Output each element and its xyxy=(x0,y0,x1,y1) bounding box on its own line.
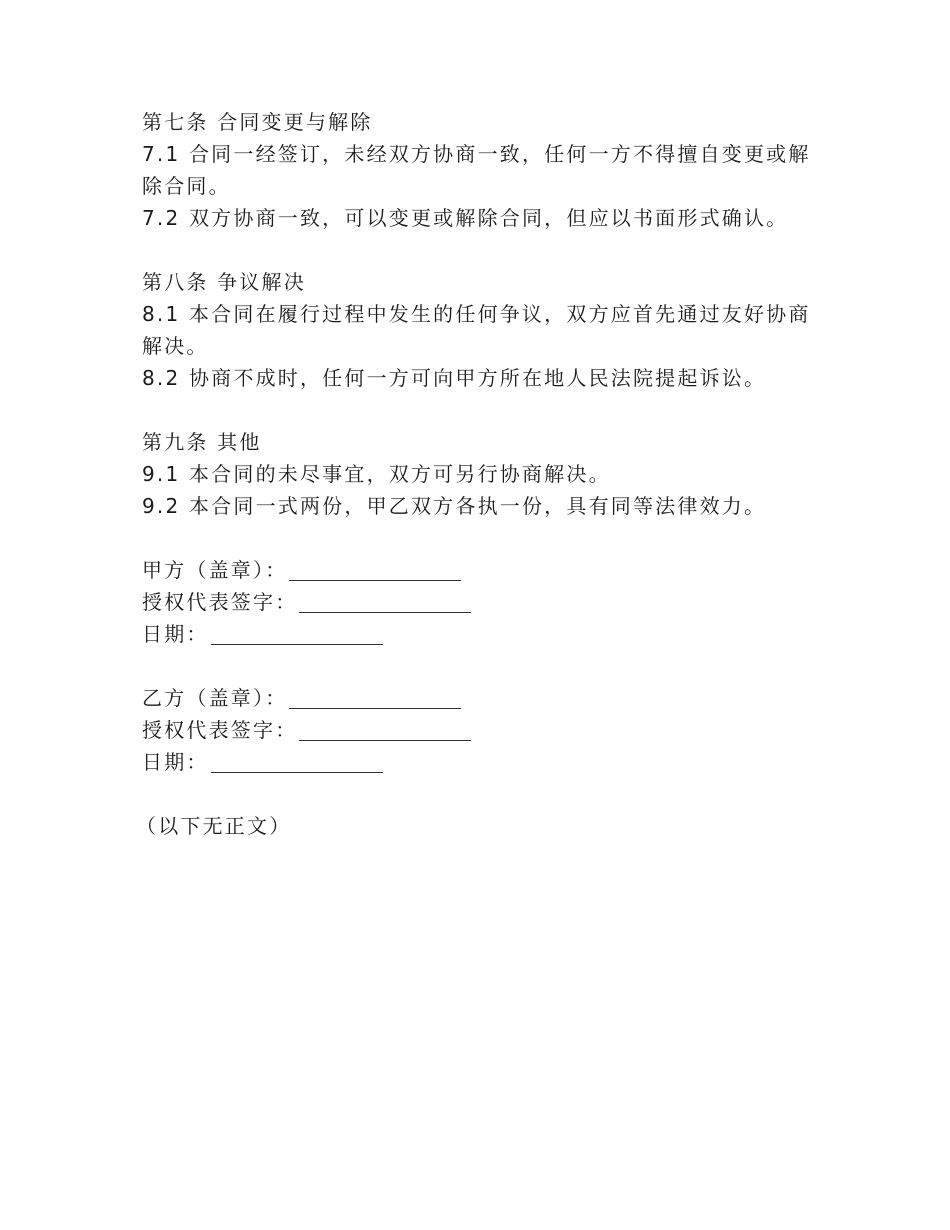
party-b-signature-blank[interactable] xyxy=(299,720,471,741)
clause-8-2: 8.2 协商不成时，任何一方可向甲方所在地人民法院提起诉讼。 xyxy=(142,366,767,390)
party-a-signature-blank[interactable] xyxy=(299,592,471,613)
clause-9-2: 9.2 本合同一式两份，甲乙双方各执一份，具有同等法律效力。 xyxy=(142,494,767,518)
clause-8-1-line-2: 解决。 xyxy=(142,334,209,358)
party-a-signature-block xyxy=(142,554,822,650)
spacer xyxy=(142,394,822,426)
clause-9-1: 9.1 本合同的未尽事宜，双方可另行协商解决。 xyxy=(142,462,611,486)
article-8-heading: 第八条 争议解决 xyxy=(142,270,306,294)
party-b-seal-label: 乙方（盖章）： xyxy=(142,686,288,710)
party-a-signature-label: 授权代表签字： xyxy=(142,590,298,614)
party-b-signature-row xyxy=(142,714,822,746)
party-b-date-row xyxy=(142,746,822,778)
party-a-date-label: 日期： xyxy=(142,622,209,646)
article-9-heading: 第九条 其他 xyxy=(142,430,262,454)
article-7-heading: 第七条 合同变更与解除 xyxy=(142,110,373,134)
spacer xyxy=(142,778,822,810)
party-a-seal-label: 甲方（盖章）： xyxy=(142,558,288,582)
party-a-seal-blank[interactable] xyxy=(289,560,461,581)
party-a-signature-row xyxy=(142,586,822,618)
clause-8-1-line-1: 8.1 本合同在履行过程中发生的任何争议，双方应首先通过友好协商 xyxy=(142,302,811,326)
spacer xyxy=(142,234,822,266)
party-b-date-label: 日期： xyxy=(142,750,209,774)
party-a-seal-row xyxy=(142,554,822,586)
clause-7-1-line-2: 除合同。 xyxy=(142,174,231,198)
closing-note: （以下无正文） xyxy=(136,814,292,838)
party-a-date-blank[interactable] xyxy=(211,624,383,645)
party-b-signature-block xyxy=(142,682,822,778)
spacer xyxy=(142,522,822,554)
party-b-signature-label: 授权代表签字： xyxy=(142,718,298,742)
party-b-seal-blank[interactable] xyxy=(289,688,461,709)
spacer xyxy=(142,650,822,682)
party-b-date-blank[interactable] xyxy=(211,752,383,773)
party-b-seal-row xyxy=(142,682,822,714)
clause-7-1-line-1: 7.1 合同一经签订，未经双方协商一致，任何一方不得擅自变更或解 xyxy=(142,142,811,166)
clause-7-2: 7.2 双方协商一致，可以变更或解除合同，但应以书面形式确认。 xyxy=(142,206,789,230)
party-a-date-row xyxy=(142,618,822,650)
contract-body xyxy=(136,106,822,842)
